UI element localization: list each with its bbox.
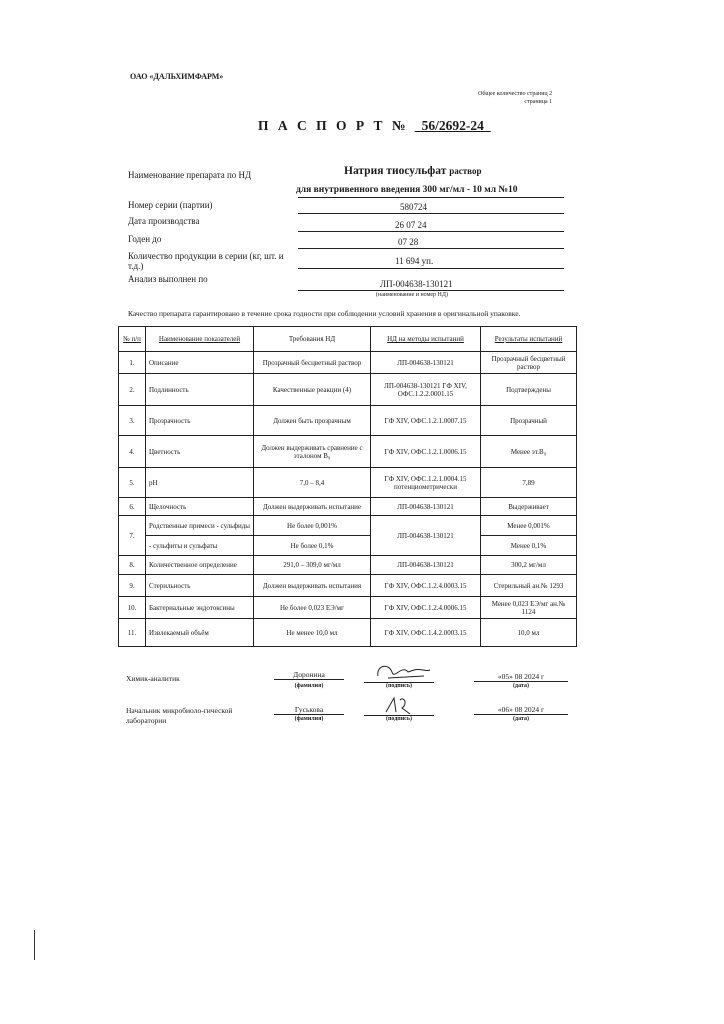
- row-req: Качественные реакции (4): [254, 374, 371, 406]
- title-prefix: П А С П О Р Т №: [258, 118, 415, 133]
- table-row: [119, 498, 577, 516]
- qty-label: Количество продукции в серии (кг, шт. и т.д.): [128, 251, 284, 271]
- series-value: 580724: [400, 202, 427, 212]
- row-req: Не менее 10,0 мл: [254, 619, 371, 647]
- row-name: Описание: [146, 352, 254, 374]
- row-name: Количественное определение: [146, 556, 254, 575]
- row-method: ЛП-004638-130121: [371, 556, 481, 575]
- table-row: [119, 516, 577, 536]
- chemist-signature: [374, 660, 434, 684]
- head-date: «06» 08 2024 г: [474, 705, 568, 715]
- row-result: 10,0 мл: [481, 619, 577, 647]
- passport-number: _56/2692-24_: [414, 118, 491, 133]
- row-num: 8.: [119, 556, 146, 575]
- page-current: страница 1: [524, 99, 553, 105]
- table-row: [119, 468, 577, 498]
- row-num: 2.: [119, 374, 146, 406]
- row-req: Прозрачный бесцветный раствор: [254, 352, 371, 374]
- row-method: ГФ XIV, ОФС.1.2.4.0006.15: [371, 597, 481, 619]
- scan-margin-mark: [34, 930, 35, 960]
- analysis-label: Анализ выполнен по: [128, 274, 208, 284]
- row-result: Менее 0,001%: [481, 516, 577, 536]
- row-name: Щелочность: [146, 498, 254, 516]
- head-signature-caption: (подпись): [385, 716, 413, 722]
- table-header: [119, 327, 577, 352]
- row-result: Подтверждены: [481, 374, 577, 406]
- row-result: 300,2 мг/мл: [481, 556, 577, 575]
- row-num: 4.: [119, 436, 146, 468]
- table-row: [119, 536, 577, 556]
- row-name: Подлинность: [146, 374, 254, 406]
- row-method: ГФ XIV, ОФС.1.2.4.0003.15: [371, 575, 481, 597]
- table-row: [119, 597, 577, 619]
- date-label: Дата производства: [128, 216, 200, 226]
- expiry-underline: [298, 248, 564, 249]
- row-method: ЛП-004638-130121: [371, 352, 481, 374]
- table-row: [119, 406, 577, 436]
- row-name: Цветность: [146, 436, 254, 468]
- series-underline: [298, 213, 564, 214]
- head-name-caption: (фамилия): [294, 716, 324, 722]
- row-name: Прозрачность: [146, 406, 254, 436]
- table-row: [119, 575, 577, 597]
- header-name: Наименование показателей: [146, 327, 254, 352]
- row-req: Не более 0,001%: [254, 516, 371, 536]
- head-signature: [380, 694, 420, 718]
- row-num: 6.: [119, 498, 146, 516]
- row-result: Стерильный ан.№ 1293: [481, 575, 577, 597]
- row-req: 291,0 – 309,0 мг/мл: [254, 556, 371, 575]
- row-result: Прозрачный бесцветный раствор: [481, 352, 577, 374]
- results-table: [118, 326, 577, 647]
- qty-value: 11 694 уп.: [395, 256, 434, 266]
- row-result: Выдерживает: [481, 498, 577, 516]
- guarantee-text: Качество препарата гарантировано в течение срока годности при соблюдении условий хранения в оригинальной упаковке.: [128, 309, 521, 318]
- row-name: Родственные примеси - сульфиды: [146, 516, 254, 536]
- row-name: Бактериальные эндотоксины: [146, 597, 254, 619]
- row-req: Должен выдерживать испытания: [254, 575, 371, 597]
- row-method: ЛП-004638-130121 ГФ XIV, ОФС.1.2.2.0001.15: [371, 374, 481, 406]
- chemist-date: «05» 08 2024 г: [474, 672, 568, 682]
- chemist-date-caption: (дата): [513, 683, 529, 689]
- analysis-caption: (наименование и номер НД): [376, 292, 448, 298]
- head-name: Гуськова: [274, 705, 344, 715]
- table-row: [119, 436, 577, 468]
- expiry-value: 07 28: [398, 237, 419, 247]
- row-req: Не более 0,1%: [254, 536, 371, 556]
- page-title: [258, 118, 491, 134]
- row-req: 7,0 – 8,4: [254, 468, 371, 498]
- row-method: ГФ XIV, ОФС.1.2.1.0007.15: [371, 406, 481, 436]
- date-underline: [298, 231, 564, 232]
- page-total: Общее количество страниц 2: [478, 91, 553, 97]
- page-count: [478, 90, 552, 106]
- row-result: Менее эт.B₉: [481, 436, 577, 468]
- row-num: 1.: [119, 352, 146, 374]
- row-name: - сульфиты и сульфаты: [146, 536, 254, 556]
- row-num: 11.: [119, 619, 146, 647]
- row-result: Менее 0,1%: [481, 536, 577, 556]
- analysis-underline: [298, 290, 564, 291]
- head-date-caption: (дата): [513, 716, 529, 722]
- chemist-name-caption: (фамилия): [294, 683, 324, 689]
- row-req: Должен быть прозрачным: [254, 406, 371, 436]
- row-req: Должен выдерживать сравнение с эталоном B₉: [254, 436, 371, 468]
- row-result: Прозрачный: [481, 406, 577, 436]
- row-num: 3.: [119, 406, 146, 436]
- row-req: Не более 0,023 ЕЭ/мг: [254, 597, 371, 619]
- header-req: Требования НД: [254, 327, 371, 352]
- drug-underline: [298, 197, 564, 198]
- row-num: 10.: [119, 597, 146, 619]
- row-num: 5.: [119, 468, 146, 498]
- qty-underline: [298, 268, 564, 269]
- row-result: Менее 0,023 ЕЭ/мг ан.№ 1124: [481, 597, 577, 619]
- chemist-label: Химик-аналитик: [126, 674, 180, 683]
- row-num: 9.: [119, 575, 146, 597]
- table-row: [119, 556, 577, 575]
- chemist-name: Доронина: [274, 670, 344, 680]
- drug-detail: для внутривенного введения 300 мг/мл - 10 мл №10: [296, 185, 518, 195]
- company-name: ОАО «ДАЛЬХИМФАРМ»: [130, 72, 224, 81]
- row-method: ГФ XIV, ОФС.1.4.2.0003.15: [371, 619, 481, 647]
- header-num: № п/п: [119, 327, 146, 352]
- row-method: ГФ XIV, ОФС.1.2.1.0004.15 потенциометрически: [371, 468, 481, 498]
- drug-form: раствор: [449, 166, 482, 176]
- date-value: 26 07 24: [395, 220, 427, 230]
- analysis-value: ЛП-004638-130121: [380, 279, 453, 289]
- table-row: [119, 619, 577, 647]
- table-row: [119, 352, 577, 374]
- drug-name-text: Натрия тиосульфат: [344, 165, 447, 177]
- row-method: ГФ XIV, ОФС.1.2.1.0006.15: [371, 436, 481, 468]
- drug-name: [344, 165, 481, 177]
- row-method: ЛП-004638-130121: [371, 516, 481, 556]
- row-name: pH: [146, 468, 254, 498]
- head-label: Начальник микробиоло-гической лаборатории: [126, 706, 233, 725]
- row-name: Извлекаемый объём: [146, 619, 254, 647]
- chemist-signature-caption: (подпись): [385, 683, 413, 689]
- row-name: Стерильность: [146, 575, 254, 597]
- name-label: Наименование препарата по НД: [128, 170, 252, 180]
- row-method: ЛП-004638-130121: [371, 498, 481, 516]
- table-row: [119, 374, 577, 406]
- expiry-label: Годен до: [128, 234, 162, 244]
- header-method: НД на методы испытаний: [371, 327, 481, 352]
- row-req: Должен выдерживать испытание: [254, 498, 371, 516]
- header-result: Результаты испытаний: [481, 327, 577, 352]
- row-result: 7,89: [481, 468, 577, 498]
- row-num: 7.: [119, 516, 146, 556]
- series-label: Номер серии (партии): [128, 200, 213, 210]
